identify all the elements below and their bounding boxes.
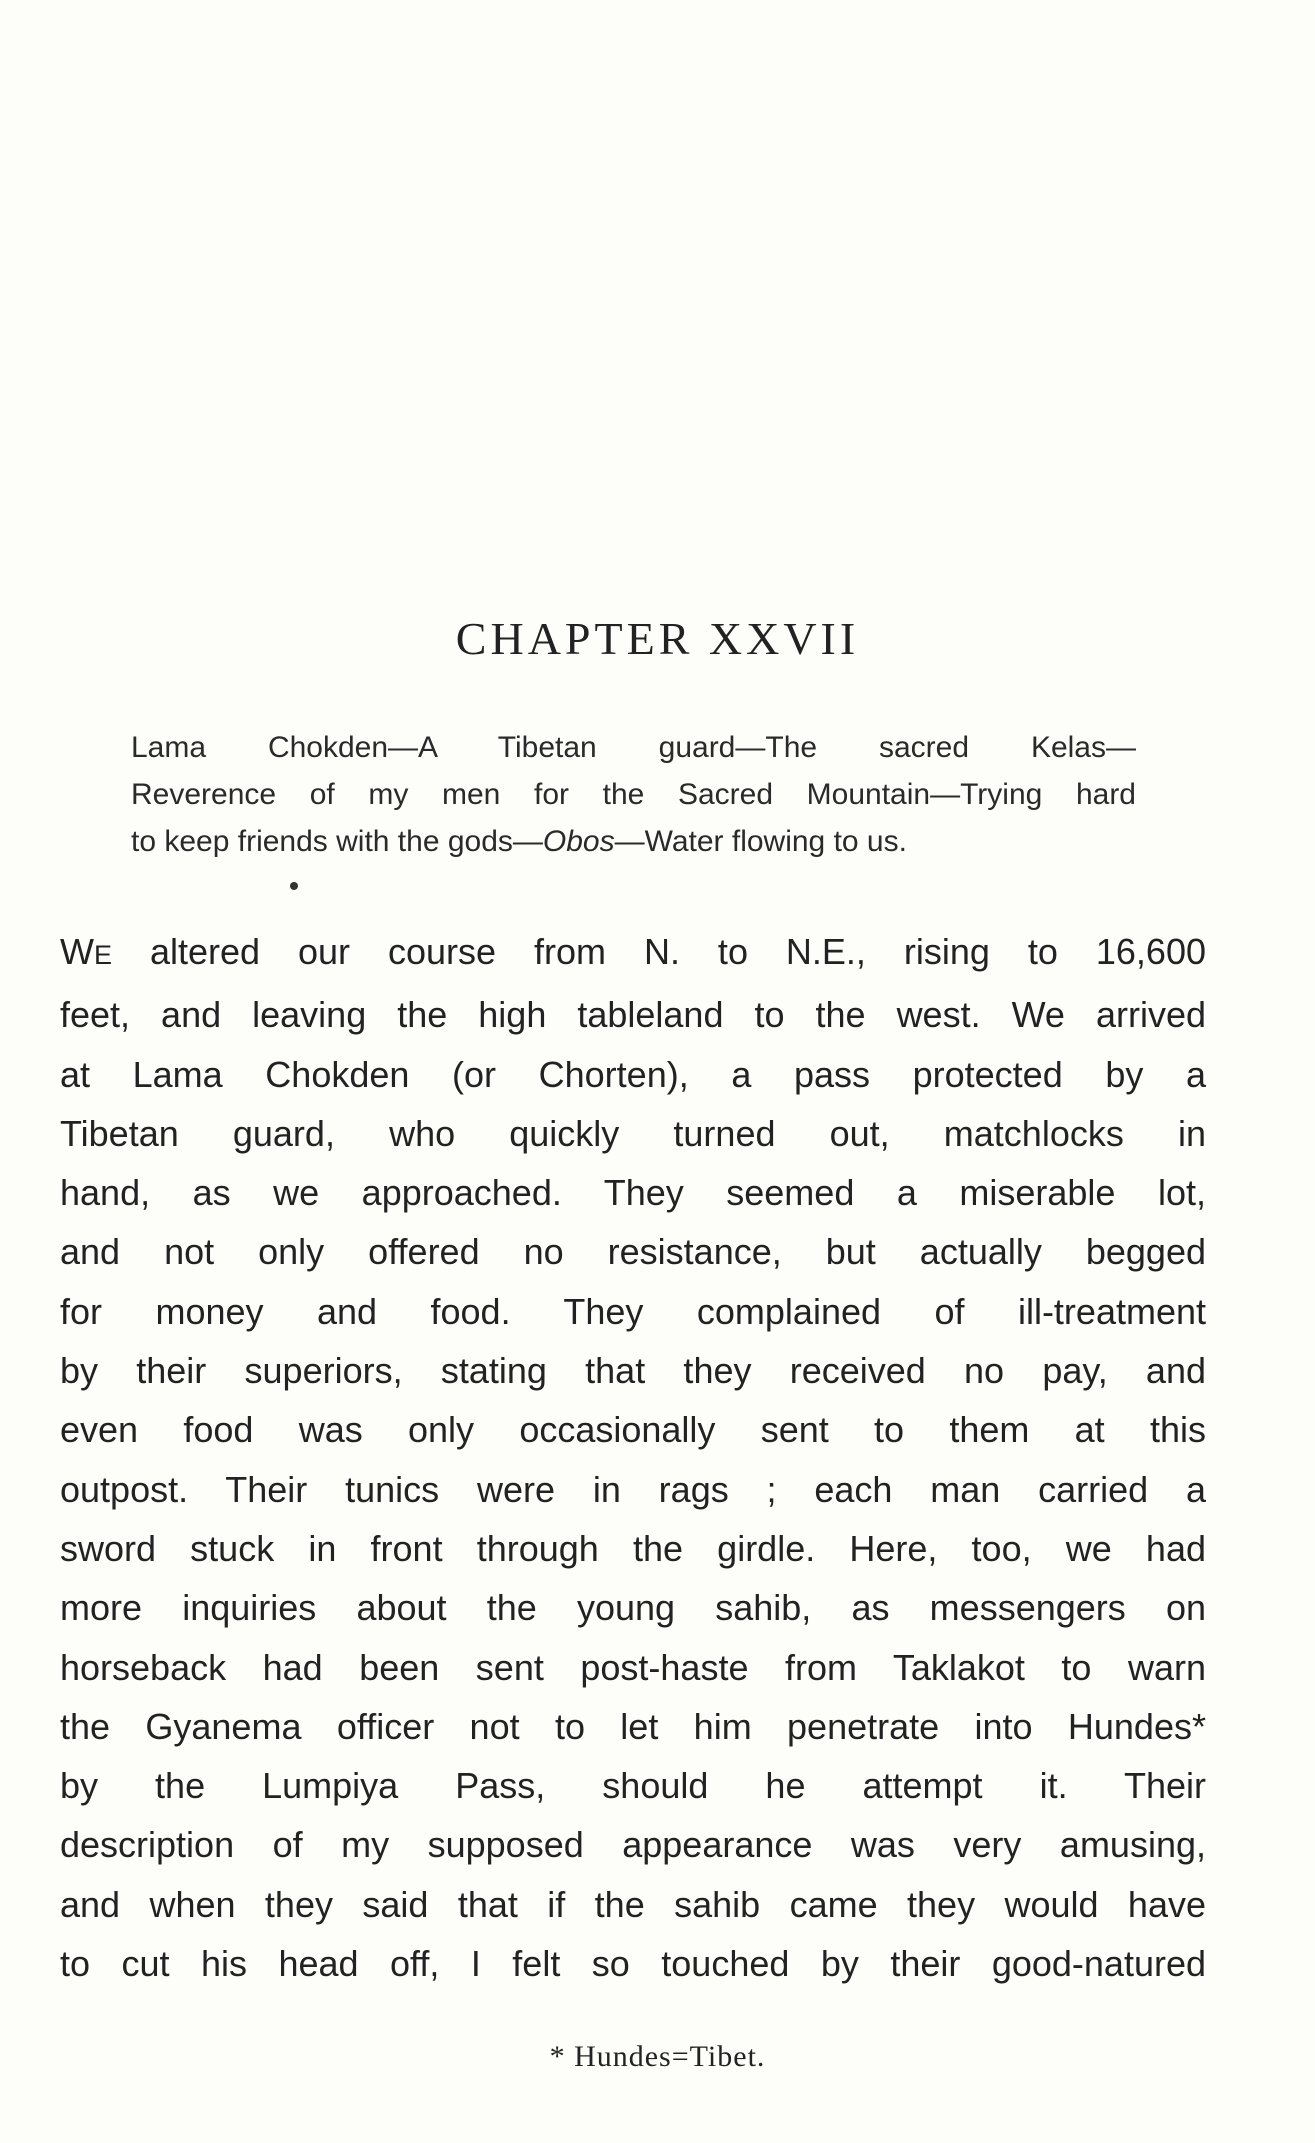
- body-line: and not only offered no resistance, but actually begged: [60, 1231, 1206, 1273]
- synopsis-line: [131, 818, 1136, 865]
- body-line: the Gyanema officer not to let him penetrate into Hundes*: [60, 1705, 1206, 1747]
- body-line: and when they said that if the sahib came they would have: [60, 1883, 1206, 1925]
- body-line: at Lama Chokden (or Chorten), a pass protected by a: [60, 1053, 1206, 1095]
- footnote: * Hundes=Tibet.: [549, 2040, 766, 2073]
- body-line: Tibetan guard, who quickly turned out, matchlocks in: [60, 1112, 1206, 1154]
- body-line: sword stuck in front through the girdle. Here, too, we had: [60, 1527, 1206, 1569]
- body-line: even food was only occasionally sent to them at this: [60, 1409, 1206, 1451]
- body-line: outpost. Their tunics were in rags ; each man carried a: [60, 1468, 1206, 1510]
- body-line: hand, as we approached. They seemed a miserable lot,: [60, 1172, 1206, 1214]
- body-paragraph: [60, 922, 1206, 1993]
- synopsis-line: Reverence of my men for the Sacred Mountain—Trying hard: [131, 778, 1136, 811]
- body-line: horseback had been sent post-haste from Taklakot to warn: [60, 1646, 1206, 1688]
- body-line: for money and food. They complained of ill-treatment: [60, 1290, 1206, 1332]
- body-line: to cut his head off, I felt so touched by their good-natured: [60, 1943, 1206, 1985]
- chapter-synopsis: [131, 724, 1136, 865]
- body-line: description of my supposed appearance was very amusing,: [60, 1824, 1206, 1866]
- body-line: [60, 922, 1206, 985]
- chapter-title: CHAPTER XXVII: [455, 613, 860, 664]
- synopsis-italic-obos: Obos: [542, 825, 615, 858]
- body-line: by their superiors, stating that they received no pay, and: [60, 1350, 1206, 1392]
- body-line: by the Lumpiya Pass, should he attempt it. Their: [60, 1765, 1206, 1807]
- synopsis-line: Lama Chokden—A Tibetan guard—The sacred Kelas—: [131, 731, 1136, 764]
- first-smallcap: E: [93, 940, 112, 970]
- body-line-text: altered our course from N. to N.E., rising to 16,600: [112, 931, 1206, 972]
- first-letter: W: [60, 931, 94, 972]
- printer-dot: [290, 882, 298, 890]
- synopsis-text: —Water flowing to us.: [614, 825, 907, 858]
- body-line: more inquiries about the young sahib, as messengers on: [60, 1587, 1206, 1629]
- body-line: feet, and leaving the high tableland to the west. We arrived: [60, 994, 1206, 1036]
- synopsis-text: to keep friends with the gods—: [131, 825, 543, 858]
